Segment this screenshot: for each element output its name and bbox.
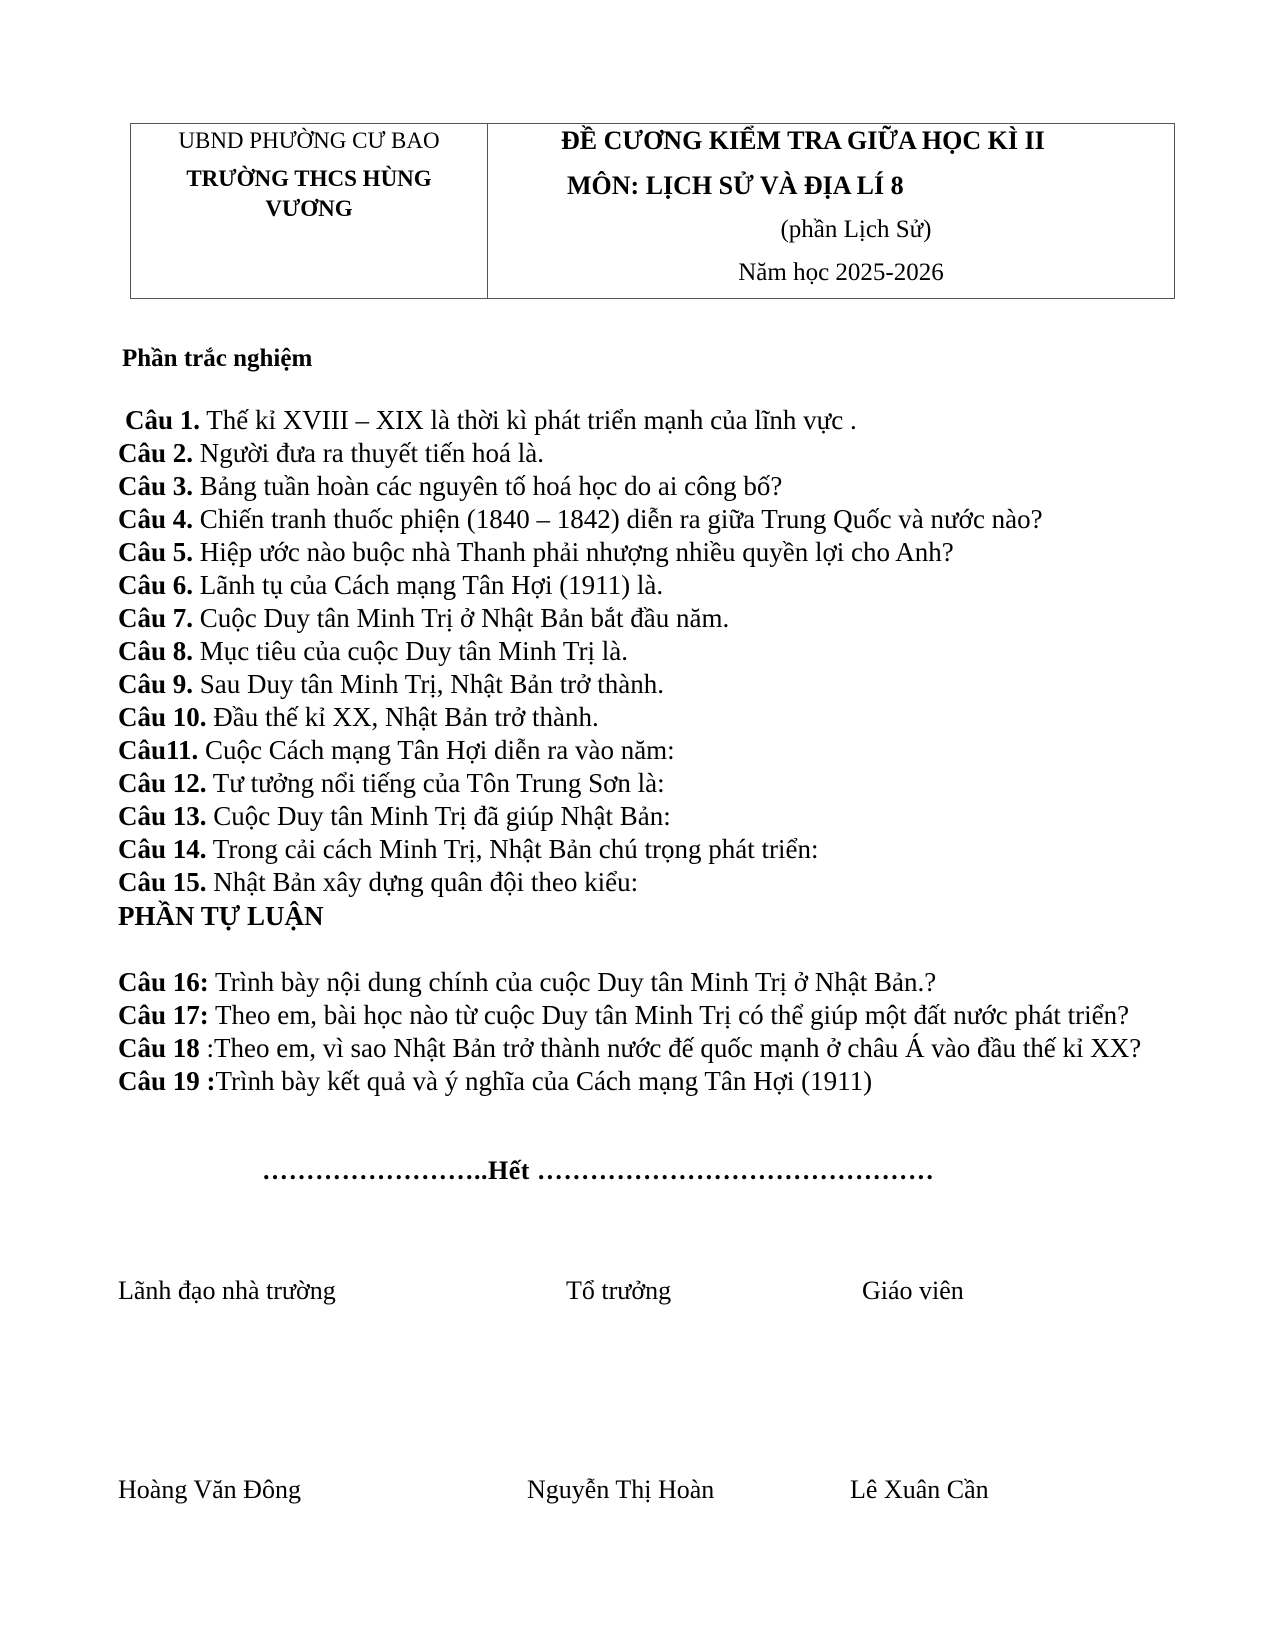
exam-info [488, 124, 1174, 298]
essay-item [118, 1065, 1198, 1098]
question-number: Câu 13. [118, 801, 207, 831]
school-year: Năm học 2025-2026 [738, 259, 944, 286]
question-number: Câu 8. [118, 636, 194, 666]
question-number: Câu11. [118, 735, 199, 765]
question-number: Câu 14. [118, 834, 207, 864]
question-text: Người đưa ra thuyết tiến hoá là. [193, 438, 544, 468]
question-item [118, 635, 1198, 668]
question-item [118, 767, 1198, 800]
question-text: Chiến tranh thuốc phiện (1840 – 1842) diễn ra giữa Trung Quốc và nước nào? [193, 504, 1043, 534]
question-text: :Theo em, vì sao Nhật Bản trở thành nước đế quốc mạnh ở châu Á vào đầu thế kỉ XX? [199, 1033, 1142, 1063]
mcq-question-list [118, 404, 1198, 933]
question-number: Câu 1. [125, 405, 201, 435]
end-marker: ……………………..Hết ……………………………………… [262, 1156, 935, 1185]
question-text: Cuộc Cách mạng Tân Hợi diễn ra vào năm: [198, 735, 675, 765]
question-item [118, 569, 1198, 602]
question-item [118, 404, 1198, 437]
question-number: Câu 4. [118, 504, 194, 534]
question-item [118, 470, 1198, 503]
question-item [118, 701, 1198, 734]
question-text: Cuộc Duy tân Minh Trị đã giúp Nhật Bản: [206, 801, 671, 831]
question-text: Bảng tuần hoàn các nguyên tố hoá học do ai công bố? [193, 471, 783, 501]
question-number: Câu 18 [118, 1033, 200, 1063]
question-text: Cuộc Duy tân Minh Trị ở Nhật Bản bắt đầu năm. [193, 603, 730, 633]
question-number: Câu 16: [118, 967, 209, 997]
question-text: Sau Duy tân Minh Trị, Nhật Bản trở thành. [193, 669, 665, 699]
mcq-heading: Phần trắc nghiệm [122, 345, 313, 372]
question-number: Câu 3. [118, 471, 194, 501]
question-item [118, 536, 1198, 569]
exam-title: ĐỀ CƯƠNG KIỂM TRA GIỮA HỌC KÌ II [561, 126, 1045, 155]
signature-role-head: Tổ trưởng [566, 1276, 672, 1305]
question-number: Câu 7. [118, 603, 194, 633]
question-text: Đầu thế kỉ XX, Nhật Bản trở thành. [206, 702, 599, 732]
question-number: Câu 10. [118, 702, 207, 732]
question-number: Câu 5. [118, 537, 194, 567]
school-info [131, 124, 488, 298]
question-item [118, 668, 1198, 701]
question-text: Tư tưởng nổi tiếng của Tôn Trung Sơn là: [206, 768, 665, 798]
signature-name-principal: Hoàng Văn Đông [118, 1475, 301, 1504]
question-text: Theo em, bài học nào từ cuộc Duy tân Minh Trị có thể giúp một đất nước phát triển? [208, 1000, 1130, 1030]
signature-role-teacher: Giáo viên [862, 1276, 964, 1305]
essay-question-list [118, 966, 1198, 1098]
part-label: (phần Lịch Sử) [780, 216, 932, 243]
question-number: Câu 9. [118, 669, 194, 699]
question-item [118, 437, 1198, 470]
question-text: Nhật Bản xây dựng quân đội theo kiểu: [206, 867, 639, 897]
essay-item [118, 1032, 1168, 1065]
question-number: Câu 2. [118, 438, 194, 468]
org-name: UBND PHƯỜNG CƯ BAO [178, 128, 440, 153]
question-number: Câu 17: [118, 1000, 209, 1030]
question-text: Thế kỉ XVIII – XIX là thời kì phát triển mạnh của lĩnh vực . [200, 405, 857, 435]
question-number: Câu 12. [118, 768, 207, 798]
question-text: Trình bày kết quả và ý nghĩa của Cách mạng Tân Hợi (1911) [215, 1066, 873, 1096]
signature-role-principal: Lãnh đạo nhà trường [118, 1276, 336, 1305]
question-text: Lãnh tụ của Cách mạng Tân Hợi (1911) là. [193, 570, 664, 600]
question-item [118, 833, 1198, 866]
question-item [118, 866, 1198, 899]
question-text: Mục tiêu của cuộc Duy tân Minh Trị là. [193, 636, 628, 666]
question-text: Trong cải cách Minh Trị, Nhật Bản chú trọng phát triển: [206, 834, 819, 864]
school-name: TRƯỜNG THCS HÙNG VƯƠNG [186, 166, 432, 221]
question-number: Câu 6. [118, 570, 194, 600]
question-item [118, 602, 1198, 635]
question-item [118, 503, 1198, 536]
essay-item [118, 999, 1198, 1032]
question-number: Câu 19 : [118, 1066, 216, 1096]
question-item [118, 800, 1198, 833]
signature-name-head: Nguyễn Thị Hoàn [527, 1475, 715, 1504]
essay-heading: PHẦN TỰ LUẬN [118, 901, 324, 931]
subject-title: MÔN: LỊCH SỬ VÀ ĐỊA LÍ 8 [567, 171, 904, 200]
question-text: Hiệp ước nào buộc nhà Thanh phải nhượng nhiều quyền lợi cho Anh? [193, 537, 954, 567]
question-number: Câu 15. [118, 867, 207, 897]
header-table [130, 123, 1175, 299]
essay-item [118, 966, 1198, 999]
question-text: Trình bày nội dung chính của cuộc Duy tân Minh Trị ở Nhật Bản.? [208, 967, 937, 997]
signature-name-teacher: Lê Xuân Cần [850, 1475, 989, 1504]
question-item [118, 734, 1198, 767]
